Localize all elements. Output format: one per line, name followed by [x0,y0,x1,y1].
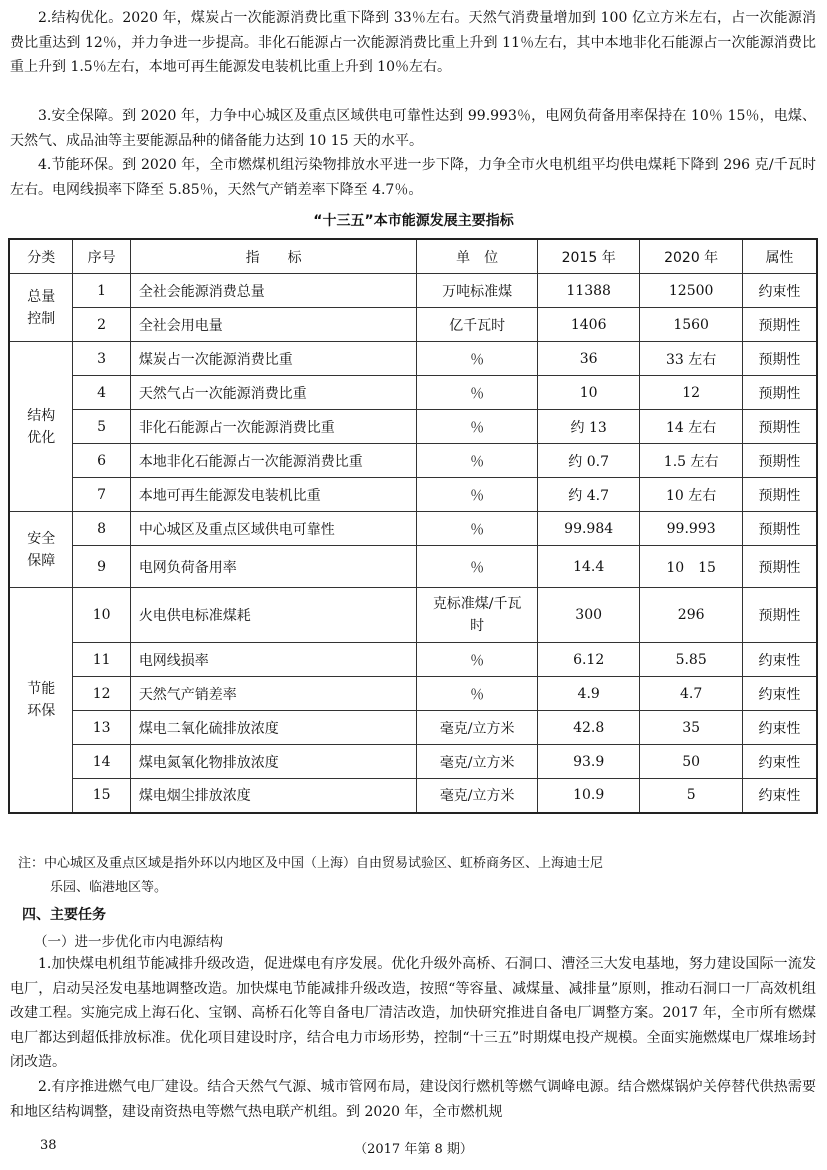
cell-unit: ％ [417,478,537,512]
cell-seq: 7 [73,478,130,512]
cell-attr: 约束性 [742,274,817,308]
cell-2015: 300 [537,588,639,643]
cell-unit: 克标准煤/千瓦时 [417,588,537,643]
cell-attr: 预期性 [742,512,817,546]
table-row [9,512,817,546]
cell-indicator: 天然气占一次能源消费比重 [130,376,417,410]
cell-2015: 约 0.7 [537,444,639,478]
cell-attr: 预期性 [742,546,817,588]
cell-attr: 预期性 [742,478,817,512]
cell-unit: 毫克/立方米 [417,711,537,745]
cell-attr: 预期性 [742,444,817,478]
cell-2020: 35 [640,711,742,745]
table-row [9,376,817,410]
cell-seq: 14 [73,745,130,779]
table-row [9,274,817,308]
paragraph-coal-upgrade: 1.加快煤电机组节能减排升级改造，促进煤电有序发展。优化升级外高桥、石洞口、漕泾三大发电基地，努力建设国际一流发电厂，启动吴泾发电基地调整改造。加快煤电节能减排升级改造，按照“等容量、减煤量、减排量”原则，推动石洞口一厂高效机组改建工程。实施完成上海石化、宝钢、高桥石化等自备电厂清洁改造，加快研究推进自备电厂调整方案。2017 年，全市所有燃煤电厂都达到超低排放标准。优化项目建设时序，结合电力市场形势，控制“十三五”时期煤电投产规模。全面实施燃煤电厂煤堆场封闭改造。 [10,956,816,1070]
cell-indicator: 中心城区及重点区域供电可靠性 [130,512,417,546]
header-attr: 属性 [742,239,817,274]
cell-unit: 毫克/立方米 [417,745,537,779]
header-indicator: 指 标 [130,239,417,274]
table-header-row [9,239,817,274]
cell-2020: 50 [640,745,742,779]
section-title: 四、主要任务 [22,907,106,923]
cell-attr: 预期性 [742,308,817,342]
cell-unit: 亿千瓦时 [417,308,537,342]
cell-unit: ％ [417,444,537,478]
table-row [9,677,817,711]
cell-attr: 预期性 [742,588,817,643]
cell-indicator: 煤电烟尘排放浓度 [130,779,417,813]
cell-2020: 99.993 [640,512,742,546]
paragraph-energy-saving: 4.节能环保。到 2020 年，全市燃煤机组污染物排放水平进一步下降，力争全市火电机组平均供电煤耗下降到 296 克/千瓦时左右。电网线损率下降至 5.85％，天然气产销差率下降至 4.7％。 [10,157,816,198]
cell-2015: 42.8 [537,711,639,745]
cell-seq: 9 [73,546,130,588]
cell-indicator: 电网负荷备用率 [130,546,417,588]
cell-indicator: 本地可再生能源发电装机比重 [130,478,417,512]
table-row [9,478,817,512]
paragraph-security: 3.安全保障。到 2020 年，力争中心城区及重点区域供电可靠性达到 99.993％，电网负荷备用率保持在 10％ 15％，电煤、天然气、成品油等主要能源品种的储备能力达到 10 15 天的水平。 [10,108,816,149]
cell-2020: 10 左右 [640,478,742,512]
cell-seq: 12 [73,677,130,711]
table-row [9,643,817,677]
cell-seq: 6 [73,444,130,478]
cell-indicator: 煤电氮氧化物排放浓度 [130,745,417,779]
cell-seq: 1 [73,274,130,308]
cell-2020: 296 [640,588,742,643]
cell-indicator: 全社会能源消费总量 [130,274,417,308]
table-row [9,588,817,643]
table-row [9,410,817,444]
category-total-control: 总量控制 [9,274,73,342]
table-row [9,308,817,342]
category-structure: 结构优化 [9,342,73,512]
cell-seq: 8 [73,512,130,546]
header-2020: 2020 年 [640,239,742,274]
table-row [9,546,817,588]
cell-2020: 5.85 [640,643,742,677]
cell-seq: 10 [73,588,130,643]
table-note [18,852,818,900]
cell-indicator: 天然气产销差率 [130,677,417,711]
table-row [9,444,817,478]
issue-label: （2017 年第 8 期） [354,1142,473,1157]
cell-2015: 约 13 [537,410,639,444]
cell-seq: 5 [73,410,130,444]
cell-2015: 10.9 [537,779,639,813]
table-row [9,745,817,779]
note-line-1: 注：中心城区及重点区域是指外环以内地区及中国（上海）自由贸易试验区、虹桥商务区、上海迪士尼 [18,856,604,871]
cell-attr: 约束性 [742,779,817,813]
cell-attr: 约束性 [742,745,817,779]
cell-2020: 14 左右 [640,410,742,444]
subsection-title: （一）进一步优化市内电源结构 [34,934,223,950]
cell-attr: 预期性 [742,342,817,376]
cell-indicator: 非化石能源占一次能源消费比重 [130,410,417,444]
cell-seq: 13 [73,711,130,745]
cell-2020: 33 左右 [640,342,742,376]
cell-indicator: 全社会用电量 [130,308,417,342]
cell-unit: ％ [417,342,537,376]
cell-2015: 约 4.7 [537,478,639,512]
cell-unit: ％ [417,677,537,711]
cell-2020: 1.5 左右 [640,444,742,478]
cell-unit: ％ [417,376,537,410]
category-energy-saving: 节能环保 [9,588,73,813]
cell-2020: 10 15 [640,546,742,588]
table-title: “十三五”本市能源发展主要指标 [313,213,514,229]
cell-unit: ％ [417,643,537,677]
table-row [9,779,817,813]
cell-unit: 万吨标准煤 [417,274,537,308]
header-unit: 单 位 [417,239,537,274]
cell-indicator: 电网线损率 [130,643,417,677]
cell-indicator: 火电供电标准煤耗 [130,588,417,643]
cell-unit: ％ [417,546,537,588]
cell-2020: 1560 [640,308,742,342]
cell-2020: 12 [640,376,742,410]
cell-2020: 5 [640,779,742,813]
header-seq: 序号 [73,239,130,274]
category-security: 安全保障 [9,512,73,588]
table-row [9,342,817,376]
cell-attr: 预期性 [742,376,817,410]
cell-indicator: 本地非化石能源占一次能源消费比重 [130,444,417,478]
cell-2015: 99.984 [537,512,639,546]
page-number: 38 [40,1138,57,1153]
cell-2015: 10 [537,376,639,410]
cell-seq: 4 [73,376,130,410]
header-2015: 2015 年 [537,239,639,274]
cell-2015: 1406 [537,308,639,342]
cell-attr: 约束性 [742,677,817,711]
indicator-table [8,238,818,814]
cell-attr: 约束性 [742,643,817,677]
note-line-2: 乐园、临港地区等。 [50,880,168,895]
cell-seq: 2 [73,308,130,342]
cell-2015: 6.12 [537,643,639,677]
paragraph-structure-optimization: 2.结构优化。2020 年，煤炭占一次能源消费比重下降到 33％左右。天然气消费量增加到 100 亿立方米左右，占一次能源消费比重达到 12％，并力争进一步提高。非化石能源占一次能源消费比重上升到 11％左右，其中本地非化石能源占一次能源消费比重上升到 1.5％左右，本地可再生能源发电装机比重上升到 10％左右。 [10,10,816,75]
cell-indicator: 煤炭占一次能源消费比重 [130,342,417,376]
cell-attr: 预期性 [742,410,817,444]
cell-seq: 11 [73,643,130,677]
cell-unit: ％ [417,410,537,444]
cell-2020: 12500 [640,274,742,308]
cell-indicator: 煤电二氧化硫排放浓度 [130,711,417,745]
paragraph-gas-power: 2.有序推进燃气电厂建设。结合天然气气源、城市管网布局，建设闵行燃机等燃气调峰电源。结合燃煤锅炉关停替代供热需要和地区结构调整，建设南资热电等燃气热电联产机组。到 2020 年，全市燃机规 [10,1079,816,1120]
cell-2020: 4.7 [640,677,742,711]
cell-2015: 36 [537,342,639,376]
cell-unit: 毫克/立方米 [417,779,537,813]
cell-attr: 约束性 [742,711,817,745]
cell-2015: 14.4 [537,546,639,588]
cell-2015: 93.9 [537,745,639,779]
cell-seq: 3 [73,342,130,376]
header-category: 分类 [9,239,73,274]
cell-seq: 15 [73,779,130,813]
cell-2015: 11388 [537,274,639,308]
cell-unit: ％ [417,512,537,546]
table-row [9,711,817,745]
cell-2015: 4.9 [537,677,639,711]
